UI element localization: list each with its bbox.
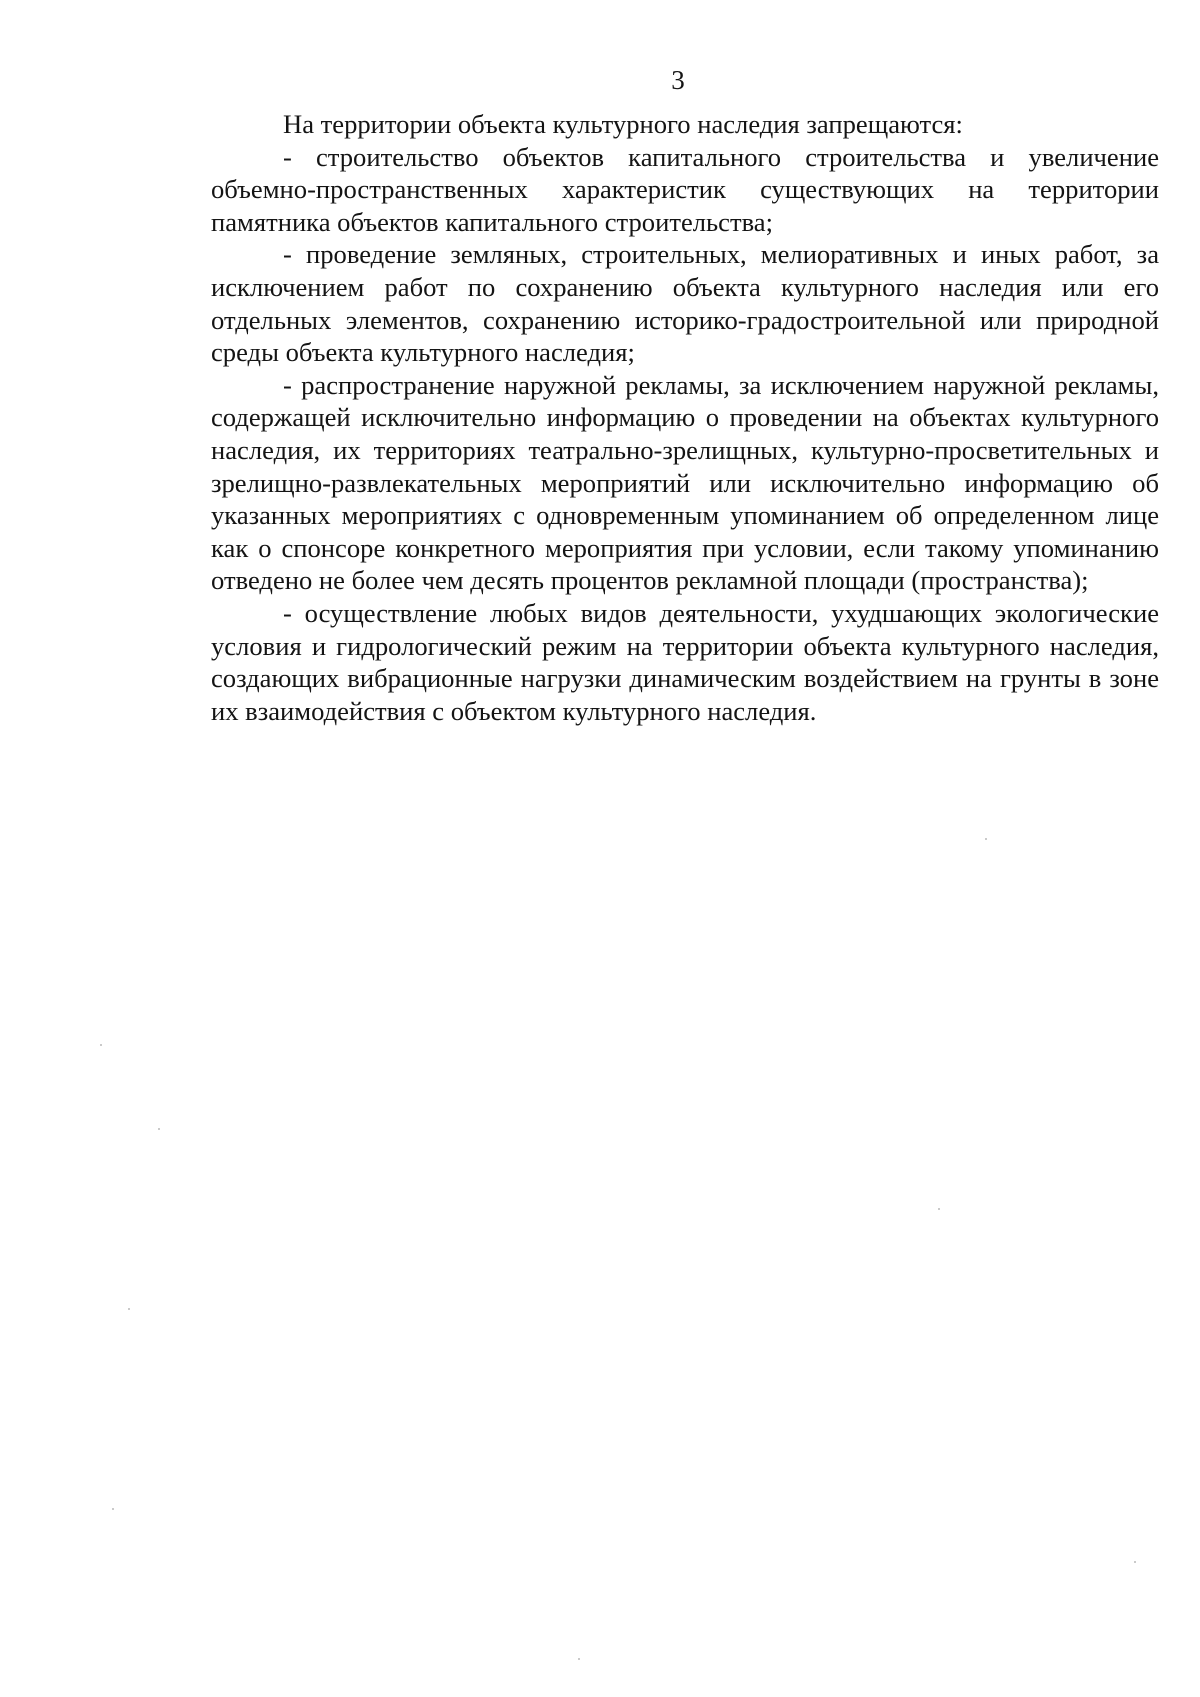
- scan-speck: [1134, 1561, 1136, 1563]
- paragraph-advertising-ban: - распространение наружной рекламы, за исключением наружной рекламы, содержащей исключительно информацию о проведении на объектах культурного наследия, их территориях театрально-зрелищных, культурно-просветительных и зрелищно-развлекательных мероприятий или исключительно информацию об указанных мероприятиях с одновременным упоминанием об определенном лице как о спонсоре конкретного мероприятия при условии, если такому упоминанию отведено не более чем десять процентов рекламной площади (пространства);: [211, 369, 1159, 596]
- paragraph-earthworks-ban: - проведение земляных, строительных, мелиоративных и иных работ, за исключением работ по сохранению объекта культурного наследия или его отдельных элементов, сохранению историко-градостроительной или природной среды объекта культурного наследия;: [211, 239, 1159, 368]
- paragraph-construction-ban: - строительство объектов капитального строительства и увеличение объемно-пространственных характеристик существующих на территории памятника объектов капитального строительства;: [211, 141, 1159, 237]
- document-body: [211, 108, 1159, 727]
- scan-speck: [128, 1308, 130, 1310]
- scan-speck: [100, 1044, 102, 1046]
- scan-speck: [112, 1508, 114, 1510]
- paragraph-intro: На территории объекта культурного наследия запрещаются:: [283, 109, 963, 139]
- scan-speck: [938, 1208, 940, 1210]
- page-number: 3: [671, 65, 685, 95]
- scan-speck: [158, 1128, 160, 1130]
- scan-speck: [578, 1658, 580, 1660]
- scan-speck: [985, 838, 987, 840]
- paragraph-activity-ban: - осуществление любых видов деятельности, ухудшающих экологические условия и гидрологический режим на территории объекта культурного наследия, создающих вибрационные нагрузки динамическим воздействием на грунты в зоне их взаимодействия с объектом культурного наследия.: [211, 597, 1159, 726]
